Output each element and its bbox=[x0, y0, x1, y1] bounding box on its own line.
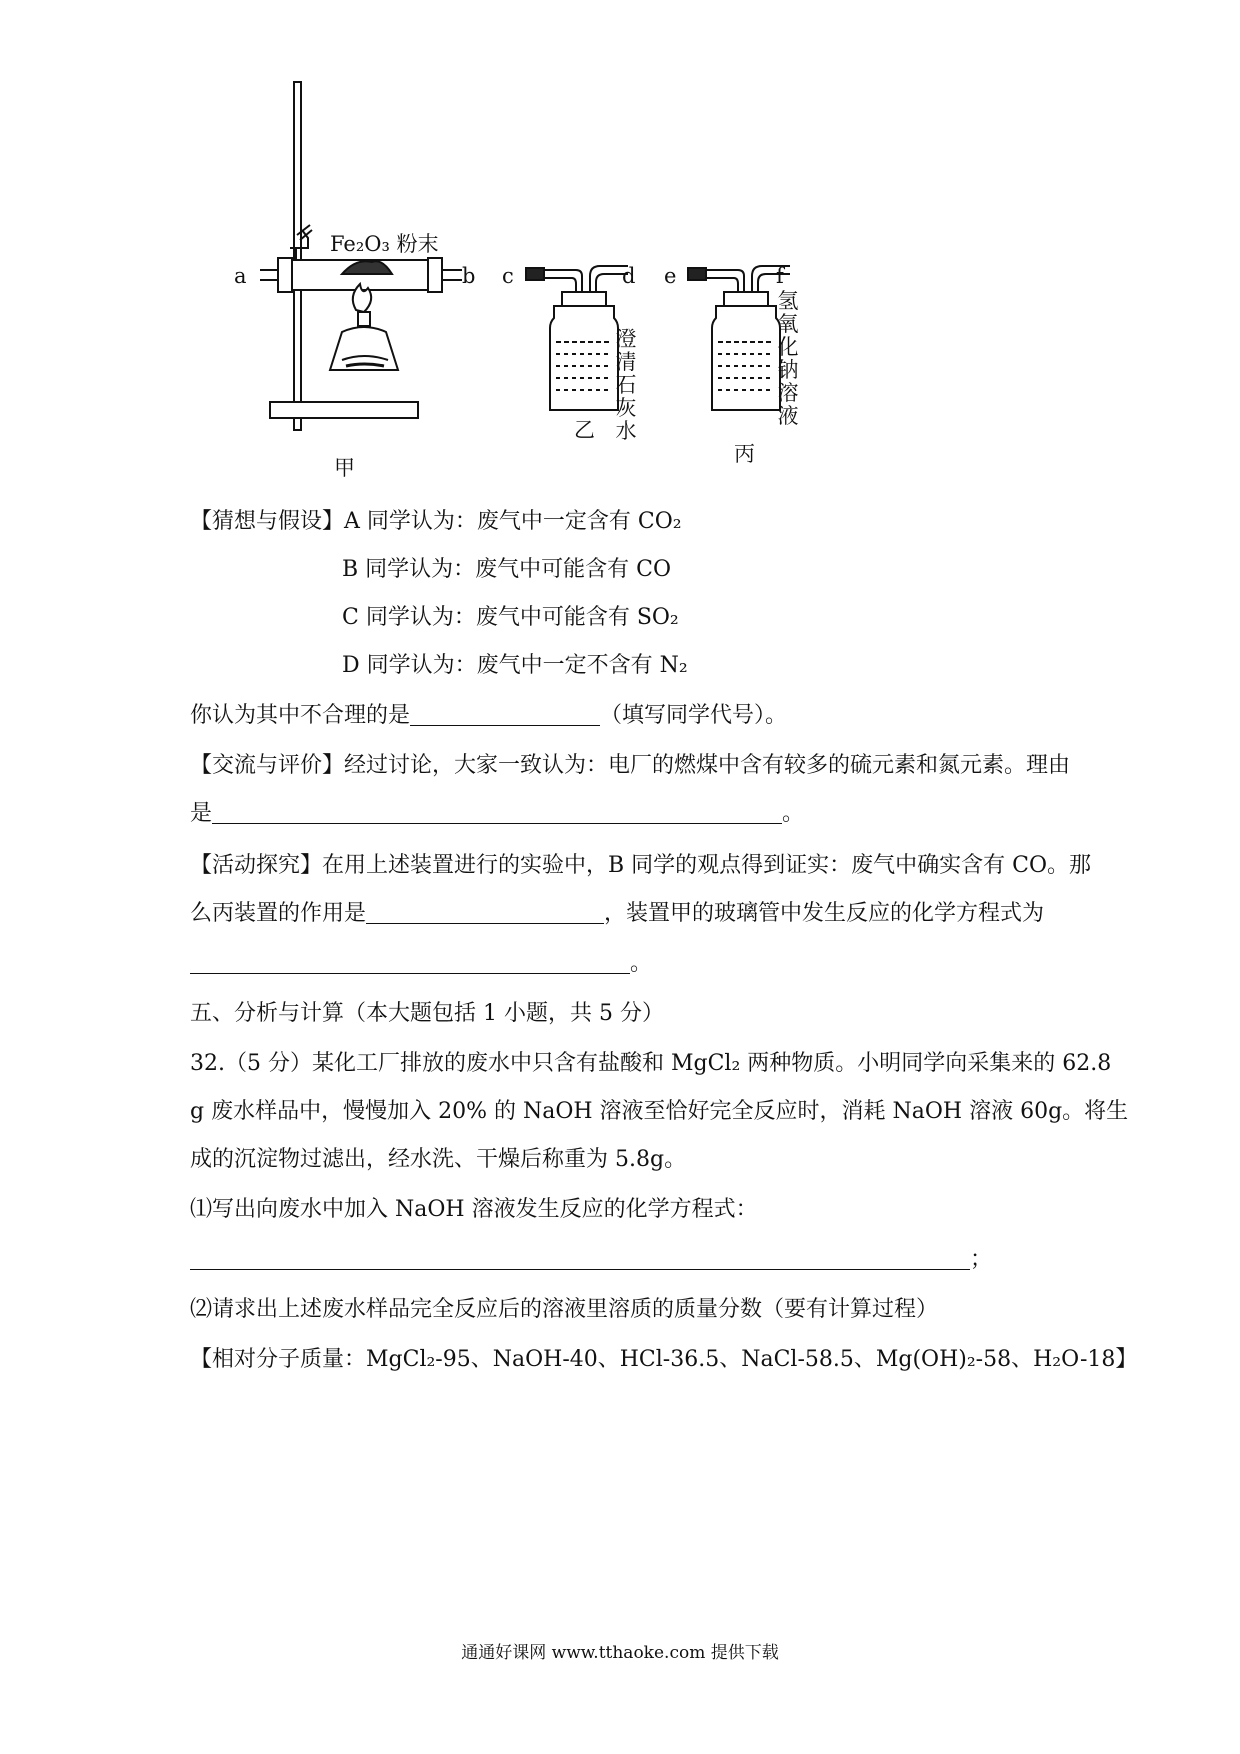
page-footer: 通通好课网 www.tthaoke.com 提供下载 bbox=[461, 1643, 779, 1663]
activity-line2 bbox=[190, 900, 1044, 928]
apparatus-diagram bbox=[234, 70, 910, 490]
activity-line1: 【活动探究】在用上述装置进行的实验中，B 同学的观点得到证实：废气中确实含有 CO。那 bbox=[190, 853, 1092, 878]
q32-part1-end: ； bbox=[970, 1247, 993, 1272]
question-unreasonable bbox=[190, 702, 787, 730]
q32-part1: ⑴写出向废水中加入 NaOH 溶液发生反应的化学方程式： bbox=[190, 1197, 758, 1222]
q32-masses: 【相对分子质量：MgCl₂-95、NaOH-40、HCl-36.5、NaCl-58.5、Mg(OH)₂-58、H₂O-18】 bbox=[190, 1347, 1138, 1372]
limewater-label bbox=[614, 328, 638, 443]
q32-part1-answer bbox=[190, 1246, 992, 1274]
answer-blank-reason[interactable] bbox=[212, 801, 782, 824]
limewater-char: 澄 bbox=[615, 327, 637, 351]
naoh-label bbox=[776, 290, 800, 428]
hypothesis-a-text: A 同学认为：废气中一定含有 CO₂ bbox=[344, 509, 682, 534]
bottle-yi bbox=[550, 306, 618, 410]
answer-blank-equation-jia[interactable] bbox=[190, 951, 630, 974]
exchange-line2-after: 。 bbox=[782, 801, 805, 826]
naoh-char: 钠 bbox=[777, 358, 799, 382]
hypothesis-a bbox=[190, 508, 682, 536]
label-a: a bbox=[234, 264, 247, 288]
q32-line1: 32.（5 分）某化工厂排放的废水中只含有盐酸和 MgCl₂ 两种物质。小明同学向采集来的 62.8 bbox=[190, 1051, 1112, 1076]
naoh-char: 化 bbox=[777, 335, 799, 359]
limewater-char: 灰 bbox=[615, 396, 637, 420]
question-unreasonable-before: 你认为其中不合理的是 bbox=[190, 703, 411, 728]
q32-line3: 成的沉淀物过滤出，经水洗、干燥后称重为 5.8g。 bbox=[190, 1147, 687, 1172]
naoh-char: 氧 bbox=[777, 312, 799, 336]
answer-blank-equation-naoh[interactable] bbox=[190, 1247, 970, 1270]
q32-line2: g 废水样品中，慢慢加入 20% 的 NaOH 溶液至恰好完全反应时，消耗 NaOH 溶液 60g。将生 bbox=[190, 1099, 1129, 1124]
limewater-char: 水 bbox=[615, 419, 637, 443]
question-unreasonable-after: （填写同学代号）。 bbox=[600, 703, 788, 728]
answer-blank-bing-role[interactable] bbox=[366, 901, 604, 924]
label-b: b bbox=[462, 264, 476, 288]
hypothesis-c: C 同学认为：废气中可能含有 SO₂ bbox=[342, 605, 679, 630]
stand-base bbox=[270, 402, 418, 418]
limewater-char: 清 bbox=[615, 350, 637, 374]
limewater-char: 石 bbox=[615, 373, 637, 397]
fe2o3-label: Fe₂O₃ 粉末 bbox=[330, 232, 439, 256]
naoh-char: 溶 bbox=[777, 381, 799, 405]
q32-part2: ⑵请求出上述废水样品完全反应后的溶液里溶质的质量分数（要有计算过程） bbox=[190, 1297, 939, 1322]
exchange-line2 bbox=[190, 800, 804, 828]
hypothesis-b: B 同学认为：废气中可能含有 CO bbox=[342, 557, 672, 582]
section-5-heading: 五、分析与计算（本大题包括 1 小题，共 5 分） bbox=[190, 1001, 664, 1026]
label-jia: 甲 bbox=[334, 456, 355, 480]
bottle-yi-stopper bbox=[562, 292, 606, 306]
label-f: f bbox=[776, 264, 784, 288]
activity-line3 bbox=[190, 950, 652, 978]
activity-line2-before: 么丙装置的作用是 bbox=[190, 901, 367, 926]
bottle-bing bbox=[712, 306, 780, 410]
label-bing: 丙 bbox=[734, 442, 755, 466]
answer-blank-unreasonable[interactable] bbox=[410, 703, 600, 726]
right-stopper bbox=[428, 258, 442, 292]
label-e: e bbox=[664, 264, 677, 288]
naoh-char: 液 bbox=[777, 404, 799, 428]
label-yi: 乙 bbox=[574, 418, 595, 442]
bottle-bing-stopper bbox=[724, 292, 768, 306]
hypothesis-d: D 同学认为：废气中一定不含有 N₂ bbox=[342, 653, 688, 678]
flame bbox=[353, 284, 371, 312]
naoh-char: 氢 bbox=[777, 289, 799, 313]
activity-line2-after: ，装置甲的玻璃管中发生反应的化学方程式为 bbox=[604, 901, 1045, 926]
exchange-line2-before: 是 bbox=[190, 801, 213, 826]
label-d: d bbox=[622, 264, 636, 288]
left-stopper bbox=[278, 258, 292, 292]
hypothesis-tag: 【猜想与假设】 bbox=[190, 509, 345, 534]
exchange-line1: 【交流与评价】经过讨论，大家一致认为：电厂的燃煤中含有较多的硫元素和氮元素。理由 bbox=[190, 753, 1071, 778]
label-c: c bbox=[502, 264, 514, 288]
activity-line3-after: 。 bbox=[630, 951, 653, 976]
